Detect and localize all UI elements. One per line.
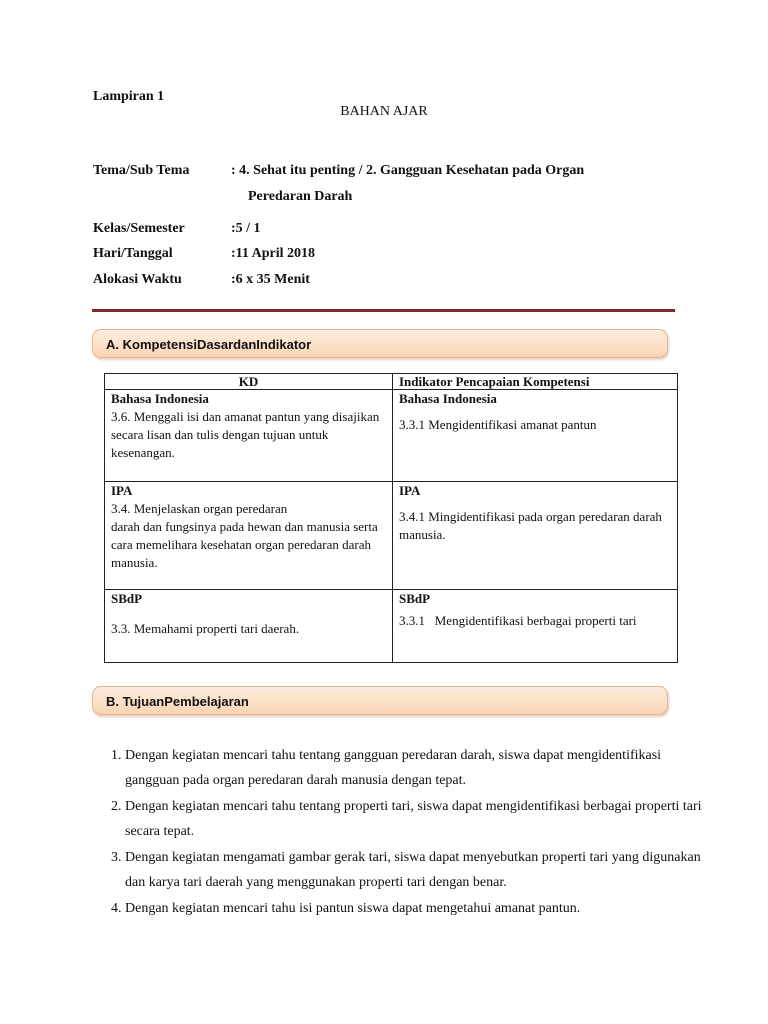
indicator-cell [393,390,678,482]
indicator-cell [393,482,678,590]
indicator-subject: SBdP [399,591,431,606]
kelas-value: :5 / 1 [231,221,261,236]
indicator-text: 3.4.1 Mingidentifikasi pada organ peredaran darah manusia. [399,509,662,542]
hari-value: :11 April 2018 [231,246,316,261]
kd-text: 3.3. Memahami properti tari daerah. [111,621,300,636]
kd-text-first-line: 3.4. Menjelaskan organ peredaran [111,501,288,516]
list-item: 3. Dengan kegiatan mengamati gambar gerak tari, siswa dapat menyebutkan properti tari yang digunakan dan karya tari daerah yang menggunakan properti tari dengan benar. [125,845,705,895]
tema-value: : 4. Sehat itu penting / 2. Gangguan Kesehatan pada Organ [231,163,585,178]
table-row [105,590,678,663]
kd-subject: SBdP [111,591,143,606]
table-row [105,390,678,482]
tema-label: Tema/Sub Tema [93,163,190,178]
kd-column-header: KD [105,374,393,390]
indicator-column-header: Indikator Pencapaian Kompetensi [393,374,678,390]
lampiran-label: Lampiran 1 [93,89,165,104]
kd-cell [105,390,393,482]
section-a-heading: A. KompetensiDasardanIndikator [92,329,668,358]
section-b-heading: B. TujuanPembelajaran [92,686,668,715]
table-header-row [105,374,678,390]
hari-label: Hari/Tanggal [93,246,173,261]
kd-text: 3.6. Menggali isi dan amanat pantun yang disajikan secara lisan dan tulis dengan tujuan untuk kesenangan. [111,409,380,460]
kd-indicator-table [104,373,678,663]
kd-cell [105,590,393,663]
indicator-subject: IPA [399,483,421,498]
kd-text: darah dan fungsinya pada hewan dan manusia serta cara memelihara kesehatan organ peredaran darah manusia. [111,519,378,570]
alokasi-value: :6 x 35 Menit [231,272,310,287]
indicator-text: 3.3.1 Mengidentifikasi amanat pantun [399,417,597,432]
divider-rule [92,309,675,312]
kd-subject: Bahasa Indonesia [111,391,209,406]
list-item: 4. Dengan kegiatan mencari tahu isi pantun siswa dapat mengetahui amanat pantun. [125,896,705,921]
kd-cell [105,482,393,590]
kelas-label: Kelas/Semester [93,221,185,236]
list-item: 2. Dengan kegiatan mencari tahu tentang properti tari, siswa dapat mengidentifikasi berbagai properti tari secara tepat. [125,794,705,844]
list-item: 1. Dengan kegiatan mencari tahu tentang gangguan peredaran darah, siswa dapat mengidentifikasi gangguan pada organ peredaran darah manusia dengan tepat. [125,743,705,793]
indicator-cell [393,590,678,663]
tema-value-continued: Peredaran Darah [248,189,353,204]
alokasi-label: Alokasi Waktu [93,272,182,287]
document-title: BAHAN AJAR [340,104,428,119]
indicator-text: 3.3.1 Mengidentifikasi berbagai properti tari [399,613,637,628]
table-row [105,482,678,590]
learning-goals-list [93,743,705,922]
indicator-subject: Bahasa Indonesia [399,391,497,406]
kd-subject: IPA [111,483,133,498]
